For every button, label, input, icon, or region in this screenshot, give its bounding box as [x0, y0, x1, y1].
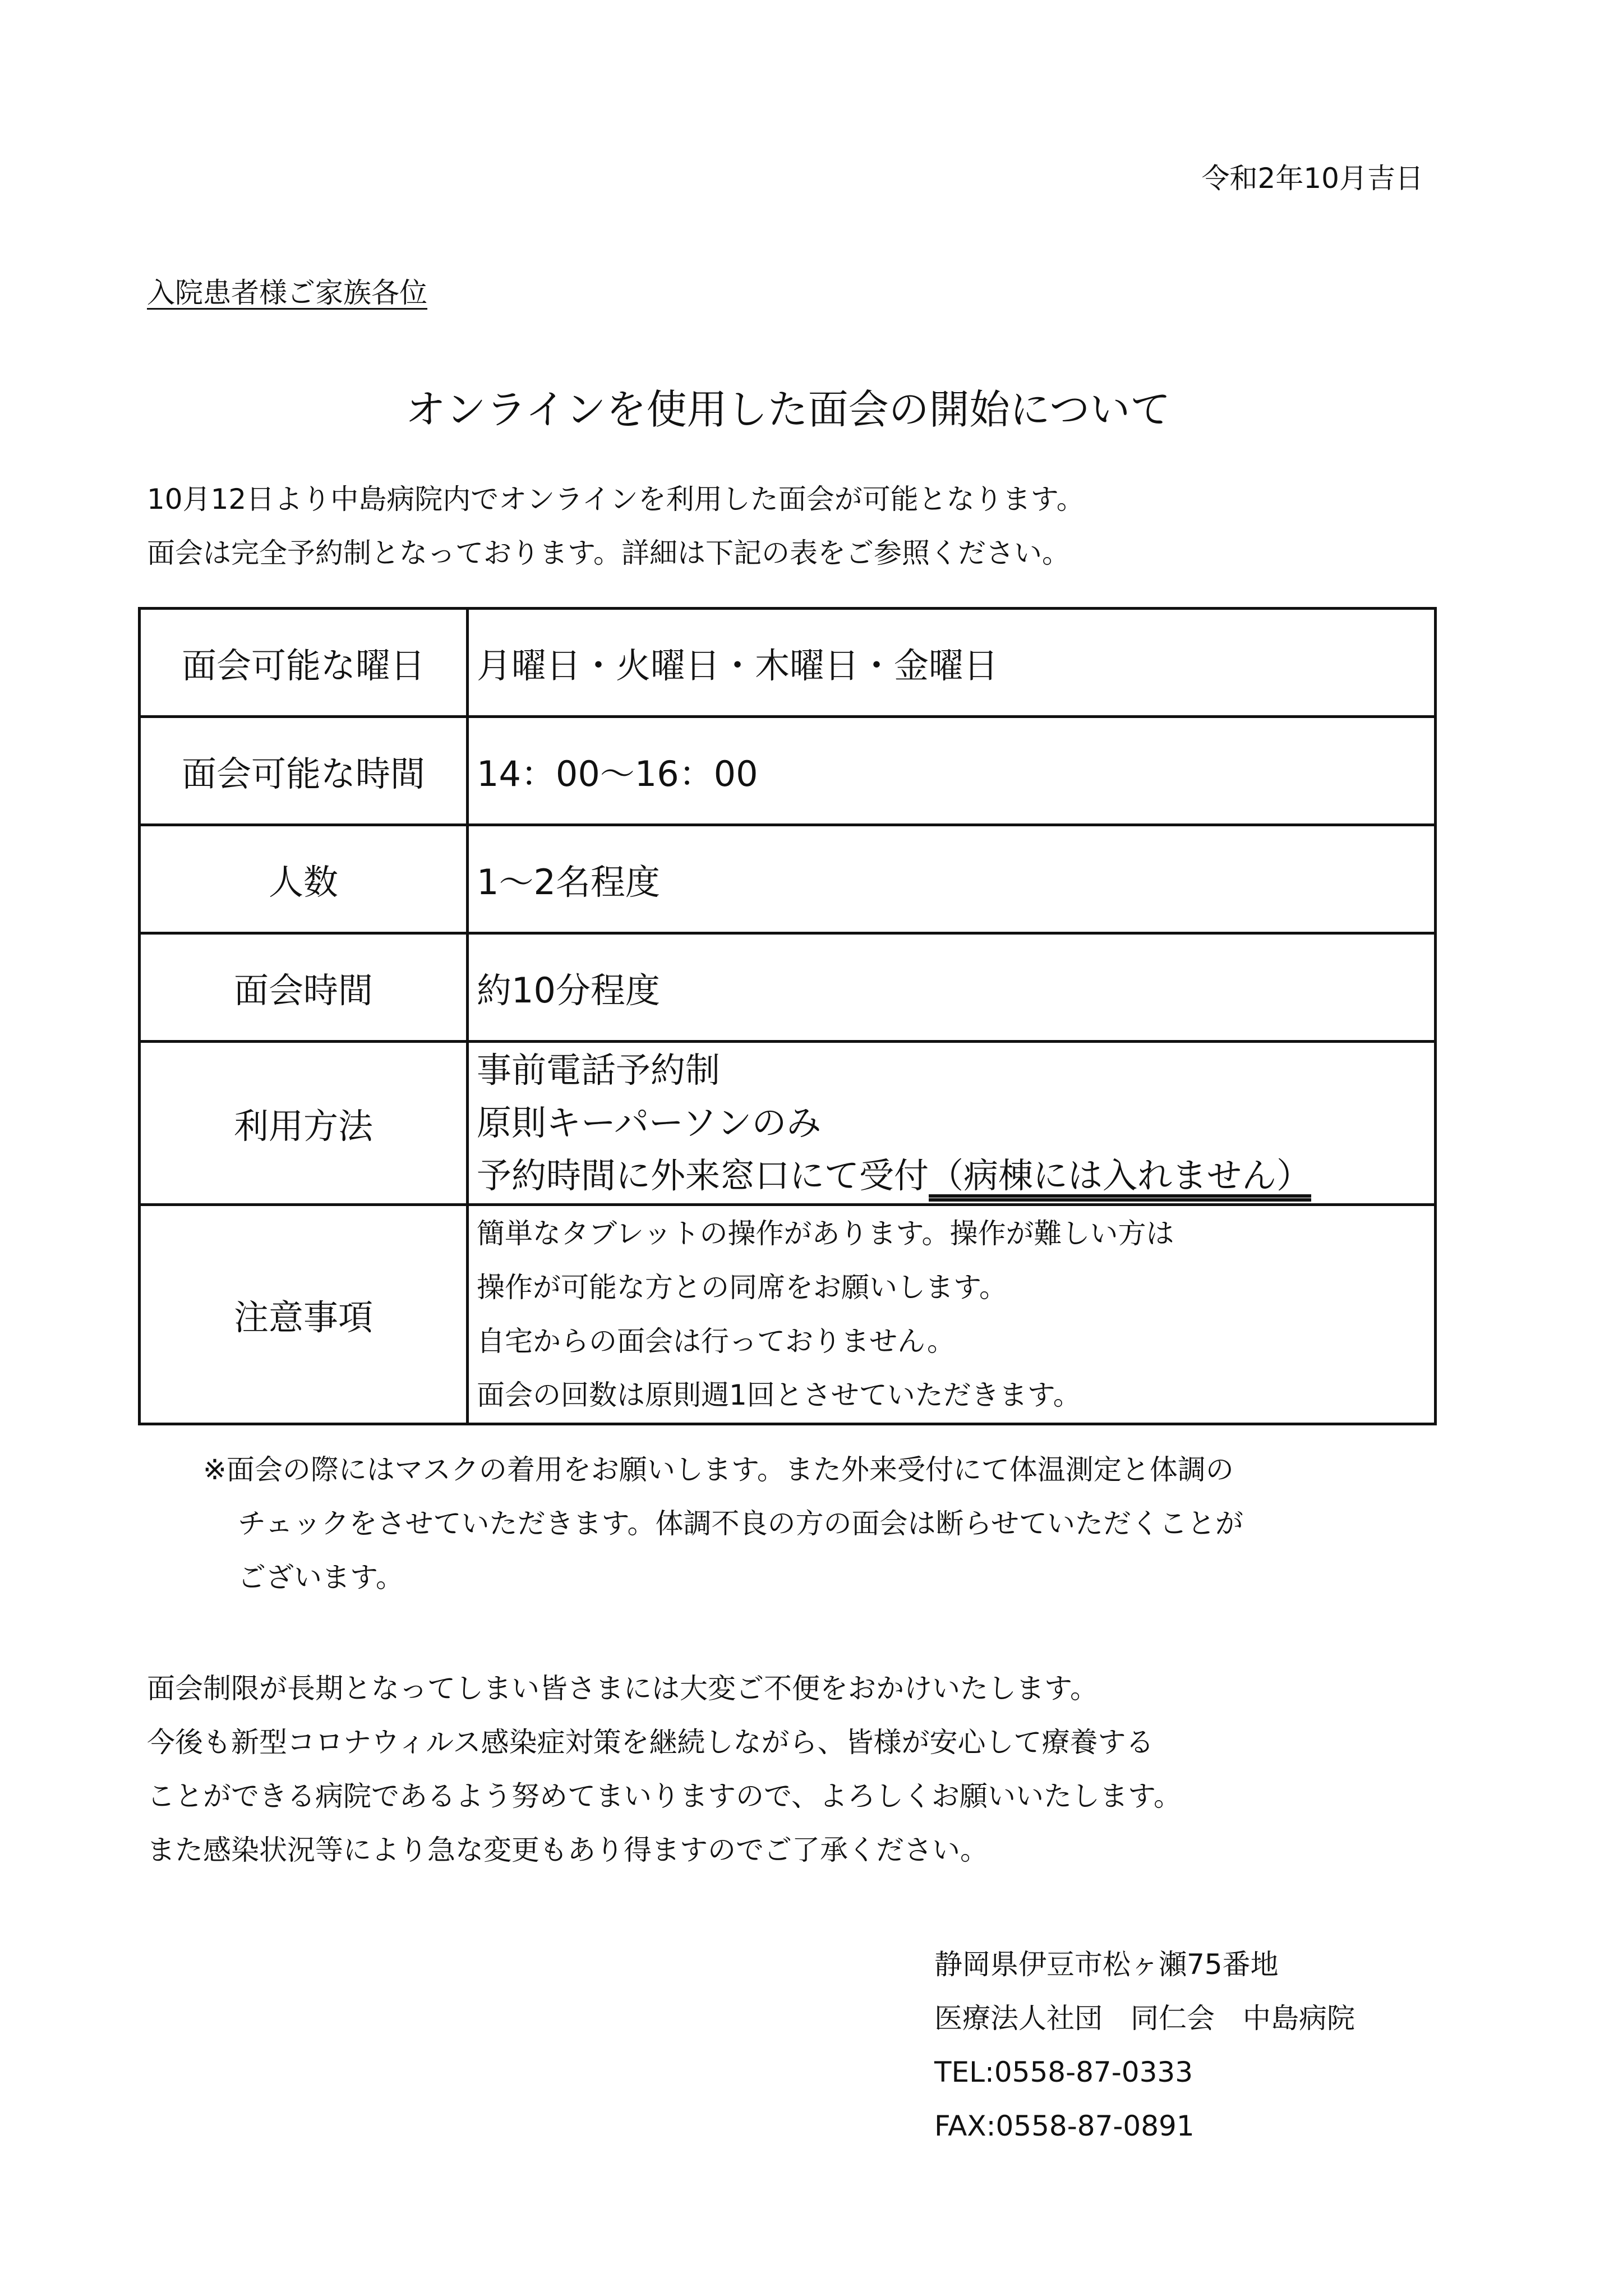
remark-line-1: ※面会の際にはマスクの着用をお願いします。また外来受付にて体温測定と体調の	[203, 1453, 1234, 1486]
method-line-3	[477, 1149, 1434, 1202]
table-row-method	[140, 1042, 1436, 1205]
method-line-3-underlined: （病棟には入れません）	[929, 1155, 1312, 1196]
notes-label: 注意事項	[140, 1205, 468, 1424]
closing-line-4: また感染状況等により急な変更もあり得ますのでご了承ください。	[147, 1834, 988, 1866]
remark-line-2: チェックをさせていただきます。体調不良の方の面会は断らせていただくことが	[238, 1507, 1243, 1540]
table-row-hours	[140, 717, 1436, 825]
table-row-notes	[140, 1205, 1436, 1424]
visit-info-table	[138, 607, 1437, 1425]
contact-fax: FAX:0558-87-0891	[934, 2110, 1195, 2142]
notes-line-4: 面会の回数は原則週1回とさせていただきます。	[477, 1379, 1081, 1411]
notes-line-1: 簡単なタブレットの操作があります。操作が難しい方は	[477, 1217, 1174, 1250]
method-line-3-main: 予約時間に外来窓口にて受付	[477, 1155, 929, 1196]
contact-organization: 医療法人社団 同仁会 中島病院	[934, 2002, 1355, 2035]
days-label: 面会可能な曜日	[140, 609, 468, 717]
closing-line-2: 今後も新型コロナウィルス感染症対策を継続しながら、皆様が安心して療養する	[147, 1726, 1154, 1759]
hours-label: 面会可能な時間	[140, 717, 468, 825]
remark-line-3: ございます。	[238, 1561, 404, 1594]
table-row-days	[140, 609, 1436, 717]
closing-line-1: 面会制限が長期となってしまい皆さまには大変ご不便をおかけいたします。	[147, 1672, 1098, 1705]
days-value: 月曜日・火曜日・木曜日・金曜日	[468, 609, 1436, 717]
people-value: 1〜2名程度	[468, 825, 1436, 933]
contact-address: 静岡県伊豆市松ヶ瀬75番地	[934, 1948, 1279, 1981]
notes-line-2: 操作が可能な方との同席をお願いします。	[477, 1271, 1007, 1304]
notes-line-3: 自宅からの面会は行っておりません。	[477, 1325, 955, 1358]
method-label: 利用方法	[140, 1042, 468, 1205]
table-row-duration	[140, 933, 1436, 1042]
intro-line-1: 10月12日より中島病院内でオンラインを利用した面会が可能となります。	[147, 483, 1085, 516]
table-row-people	[140, 825, 1436, 933]
duration-value: 約10分程度	[468, 933, 1436, 1042]
method-line-1: 事前電話予約制	[477, 1050, 721, 1091]
intro-line-2: 面会は完全予約制となっております。詳細は下記の表をご参照ください。	[147, 537, 1070, 569]
document-title: オンラインを使用した面会の開始について	[405, 386, 1171, 433]
hours-value: 14：00〜16：00	[468, 717, 1436, 825]
method-value	[468, 1042, 1436, 1205]
document-date: 令和2年10月吉日	[1201, 162, 1423, 195]
method-line-2: 原則キーパーソンのみ	[477, 1102, 822, 1143]
people-label: 人数	[140, 825, 468, 933]
addressee: 入院患者様ご家族各位	[147, 277, 427, 309]
duration-label: 面会時間	[140, 933, 468, 1042]
contact-tel: TEL:0558-87-0333	[934, 2056, 1193, 2088]
notes-value	[468, 1205, 1436, 1424]
closing-line-3: ことができる病院であるよう努めてまいりますので、よろしくお願いいたします。	[147, 1780, 1182, 1812]
